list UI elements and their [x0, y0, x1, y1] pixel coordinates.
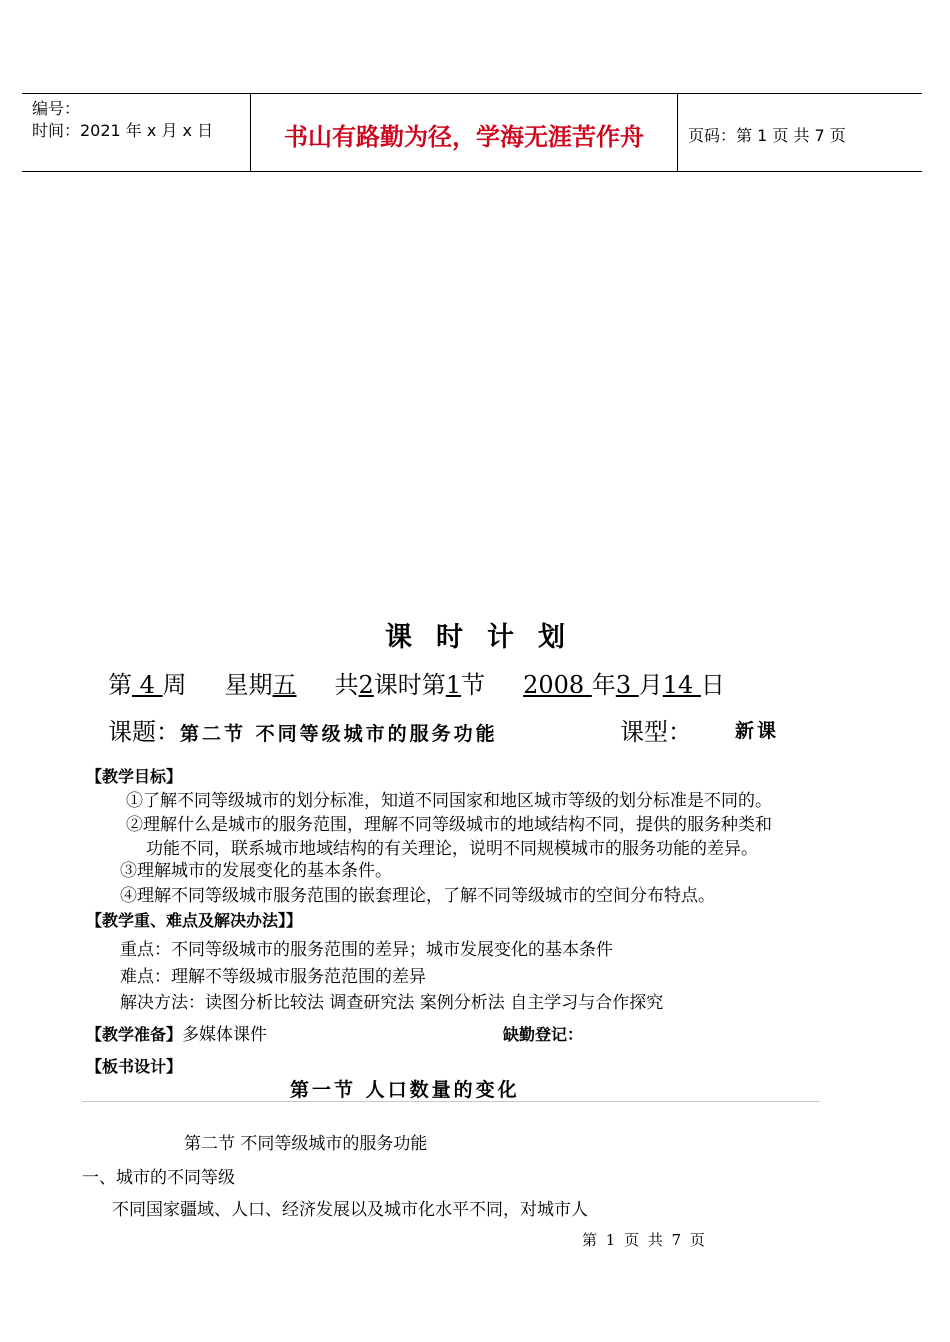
content-section-title: 第二节 不同等级城市的服务功能: [184, 1134, 428, 1154]
type-value: 新课: [735, 720, 780, 742]
header-page-info: 页码：第 1 页 共 7 页: [688, 126, 846, 145]
topic-value: 第二节 不同等级城市的服务功能: [180, 723, 498, 745]
day-suffix: 日: [700, 671, 725, 699]
doc-number-label: 编号：: [32, 99, 81, 118]
topic-label: 课题：: [108, 718, 180, 746]
header-divider: [677, 94, 678, 171]
month-suffix: 月: [638, 671, 663, 699]
weekday-value: 五: [272, 671, 297, 699]
keypoints-heading: 【教学重、难点及解决办法】】: [86, 911, 303, 930]
objective-item: ③理解城市的发展变化的基本条件。: [120, 861, 392, 881]
objective-item: 功能不同，联系城市地域结构的有关理论，说明不同规模城市的服务功能的差异。: [146, 839, 758, 859]
objective-item: ④理解不同等级城市服务范围的嵌套理论，了解不同等级城市的空间分布特点。: [120, 886, 715, 906]
periods-mid: 课时第: [373, 671, 446, 699]
content-part-heading: 一、城市的不同等级: [82, 1168, 235, 1188]
focus-text: 重点：不同等级城市的服务范围的差异；城市发展变化的基本条件: [120, 940, 613, 960]
header-table: [22, 93, 922, 172]
board-heading: 【板书设计】: [86, 1057, 183, 1076]
prep-heading: 【教学准备】: [86, 1025, 183, 1044]
prep-value: 多媒体课件: [182, 1025, 268, 1045]
week-prefix: 第: [108, 671, 132, 699]
period-number: 1: [445, 671, 462, 699]
content-paragraph: 不同国家疆域、人口、经济发展以及城市化水平不同，对城市人: [112, 1200, 588, 1220]
periods-value: 2: [358, 671, 374, 699]
week-value: 4: [132, 671, 163, 699]
date-day: 14: [662, 671, 701, 699]
header-left-cell: [32, 98, 213, 142]
attendance-label: 缺勤登记：: [503, 1025, 584, 1044]
lesson-meta: [108, 665, 725, 700]
lesson-type: [620, 712, 692, 747]
type-label: 课型：: [620, 718, 692, 746]
page-title: 课时计划: [385, 622, 589, 653]
section-divider: [82, 1101, 820, 1102]
week-suffix: 周: [162, 671, 187, 699]
prep-line: [86, 1020, 267, 1045]
header-motto: 书山有路勤为径，学海无涯苦作舟: [284, 123, 644, 151]
objective-item: ②理解什么是城市的服务范围，理解不同等级城市的地域结构不同，提供的服务种类和: [126, 815, 772, 835]
date-month: 3: [615, 671, 639, 699]
methods-text: 解决方法：读图分析比较法 调查研究法 案例分析法 自主学习与合作探究: [120, 993, 664, 1013]
page-footer: 第 1 页 共 7 页: [582, 1231, 707, 1249]
weekday-prefix: 星期: [224, 671, 273, 699]
difficulty-text: 难点：理解不等级城市服务范范围的差异: [120, 967, 426, 987]
objective-item: ①了解不同等级城市的划分标准，知道不同国家和地区城市等级的划分标准是不同的。: [126, 791, 772, 811]
objectives-heading: 【教学目标】: [86, 767, 183, 786]
lesson-topic: [108, 712, 498, 747]
periods-prefix: 共: [334, 671, 359, 699]
year-suffix: 年: [591, 671, 616, 699]
board-subtitle: 第一节 人口数量的变化: [290, 1079, 520, 1101]
period-suffix: 节: [461, 671, 486, 699]
date-year: 2008: [523, 671, 592, 699]
header-divider: [250, 94, 251, 171]
doc-time-label: 时间：2021 年 x 月 x 日: [32, 121, 214, 140]
